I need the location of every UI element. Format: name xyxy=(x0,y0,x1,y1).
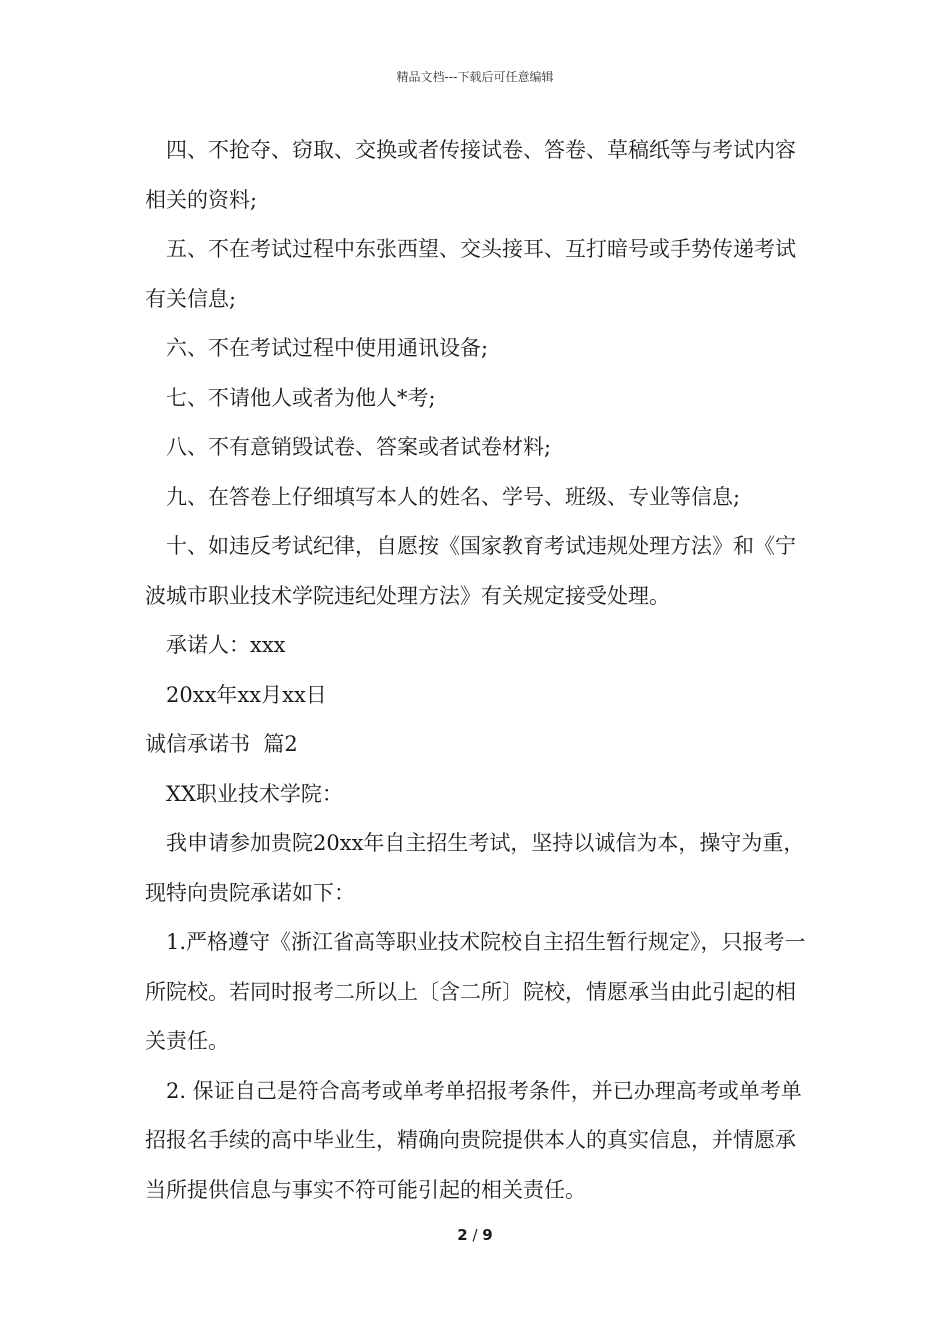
page-header: 精品文档---下载后可任意编辑 xyxy=(396,70,554,84)
paragraph: 我申请参加贵院20xx年自主招生考试，坚持以诚信为本，操守为重，现特向贵院承诺如下： xyxy=(145,831,805,905)
date-line: 20xx年xx月xx日 xyxy=(166,682,327,707)
paragraph: 九、在答卷上仔细填写本人的姓名、学号、班级、专业等信息; xyxy=(166,484,741,509)
page-separator: / xyxy=(467,1226,483,1244)
total-pages: 9 xyxy=(482,1226,493,1244)
page-number xyxy=(0,1226,950,1244)
paragraph: 四、不抢夺、窃取、交换或者传接试卷、答卷、草稿纸等与考试内容相关的资料; xyxy=(145,138,796,212)
paragraph: 七、不请他人或者为他人*考; xyxy=(166,385,436,410)
document-body xyxy=(145,126,810,1215)
current-page: 2 xyxy=(457,1226,468,1244)
paragraph: 五、不在考试过程中东张西望、交头接耳、互打暗号或手势传递考试有关信息; xyxy=(145,237,796,311)
paragraph: 十、如违反考试纪律，自愿按《国家教育考试违规处理方法》和《宁波城市职业技术学院违纪处理方法》有关规定接受处理。 xyxy=(145,534,796,608)
paragraph: 1.严格遵守《浙江省高等职业技术院校自主招生暂行规定》，只报考一所院校。若同时报考二所以上〔含二所〕院校，情愿承当由此引起的相关责任。 xyxy=(145,930,806,1053)
paragraph: 2. 保证自己是符合高考或单考单招报考条件，并已办理高考或单考单招报名手续的高中毕业生，精确向贵院提供本人的真实信息，并情愿承当所提供信息与事实不符可能引起的相关责任。 xyxy=(145,1078,802,1202)
signatory-line: 承诺人：xxx xyxy=(166,633,286,657)
salutation: XX职业技术学院： xyxy=(166,781,343,806)
paragraph: 八、不有意销毁试卷、答案或者试卷材料; xyxy=(166,435,552,459)
paragraph: 六、不在考试过程中使用通讯设备; xyxy=(166,336,489,360)
section-title: 诚信承诺书 篇2 xyxy=(145,732,298,756)
